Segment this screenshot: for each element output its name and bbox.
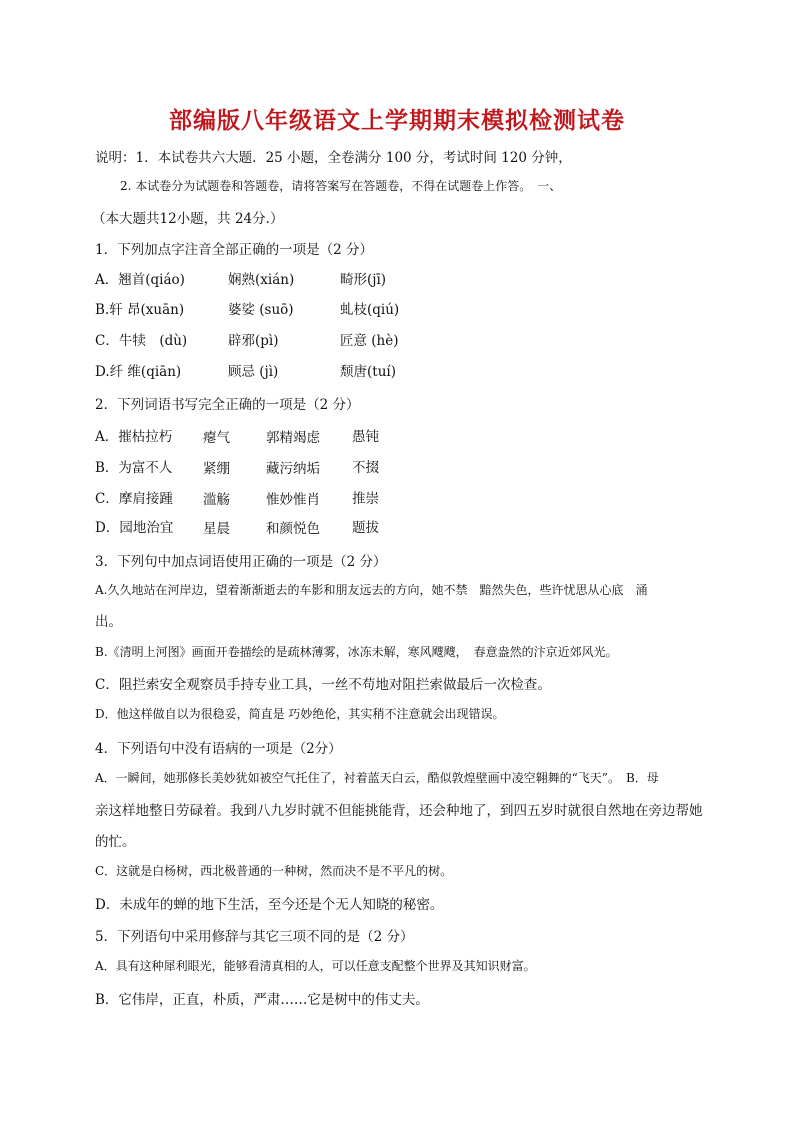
q1-option-c-3: 匠意 (hè) [340,333,399,349]
q2-option-c-2: 滥觞 [203,492,230,508]
section-note: （本大题共12小题，共 24分.） [92,211,284,227]
q4-option-d: D．未成年的蝉的地下生活，至今还是个无人知晓的秘密。 [95,897,444,913]
q2-option-c-4: 推崇 [352,491,379,507]
q4-stem: 4．下列语句中没有语病的一项是（2分） [95,741,342,757]
q4-option-b: 亲这样地整日劳碌着。我到八九岁时就不但能挑能背，还会种地了，到四五岁时就很自然地在旁边帮她 [95,803,703,819]
q2-option-c-3: 惟妙惟肖 [266,492,320,508]
q2-stem: 2．下列词语书写完全正确的一项是（2 分） [95,397,360,413]
q5-stem: 5．下列语句中采用修辞与其它三项不同的是（2 分） [95,929,414,945]
q4-option-b-cont: 的忙。 [95,834,136,850]
q3-option-c: C．阻拦索安全观察员手持专业工具，一丝不苟地对阻拦索做最后一次检查。 [95,677,551,693]
q2-option-d-2: 星晨 [203,521,230,537]
q1-option-b-1: B.轩 昂(xuān) [95,302,185,318]
q5-option-b: B．它伟岸，正直，朴质，严肃……它是树中的伟丈夫。 [95,992,429,1008]
q1-option-a-1: A．翘首(qiáo) [95,272,185,288]
q2-option-b-2: 紧绷 [203,461,230,477]
q2-option-b-1: B．为富不人 [95,460,173,476]
q1-option-a-2: 娴熟(xián) [228,272,295,288]
q3-option-a: A.久久地站在河岸边，望着渐渐逝去的车影和朋友远去的方向，她不禁 黯然失色，些许忧思从心底 涌 [95,583,648,597]
q2-option-b-4: 不掇 [352,460,379,476]
q1-option-b-3: 虬枝(qiú) [340,302,400,318]
q3-stem: 3．下列句中加点词语使用正确的一项是（2 分） [95,554,387,570]
q1-option-b-2: 婆娑 (suō) [228,302,294,318]
q1-option-a-3: 畸形(jī) [340,272,387,288]
q2-option-c-1: C．摩肩接踵 [95,491,173,507]
q4-option-a: A．一瞬间，她那修长美妙犹如被空气托住了，衬着蓝天白云，酷似敦煌壁画中凌空翱舞的“飞天”。 B．母 [95,771,659,785]
q2-option-d-3: 和颜悦色 [266,521,320,537]
q1-option-d-2: 顾忌 (jì) [228,364,279,380]
q1-option-c-1: C．牛犊 (dù) [95,333,188,349]
q3-option-b: B.《清明上河图》画面开卷描绘的是疏林薄雾，冰冻未解，寒风飕飕， 春意盎然的汴京近郊风光。 [95,645,618,659]
q2-option-b-3: 藏污纳垢 [266,461,320,477]
q5-option-a: A．具有这种犀利眼光，能够看清真相的人，可以任意支配整个世界及其知识财富。 [95,959,536,973]
q1-stem: 1．下列加点字注音全部正确的一项是（2 分） [95,242,373,258]
instruction-line-1: 说明：1．本试卷共六大题．25 小题，全卷满分 100 分，考试时间 120 分钟， [95,150,572,166]
q2-option-a-2: 瘪气 [203,430,230,446]
q3-option-d: D．他这样做自以为很稳妥，简直是 巧妙绝伦，其实稍不注意就会出现错误。 [95,707,505,721]
q4-option-c: C．这就是白杨树，西北极普通的一种树，然而决不是不平凡的树。 [95,864,453,878]
q1-option-c-2: 辟邪(pì) [228,333,279,349]
page-title: 部编版八年级语文上学期期末模拟检测试卷 [169,108,625,134]
q1-option-d-1: D.纤 维(qiān) [95,364,182,380]
instruction-line-2: 2. 本试卷分为试题卷和答题卷，请将答案写在答题卷，不得在试题卷上作答。 一、 [120,179,562,193]
q2-option-d-1: D．园地治宜 [95,520,174,536]
q2-option-d-4: 题拔 [352,520,379,536]
q1-option-d-3: 颓唐(tuí) [340,364,396,380]
q2-option-a-4: 愚钝 [352,429,379,445]
q2-option-a-3: 郭精竭虑 [266,430,320,446]
q2-option-a-1: A．摧枯拉朽 [95,429,173,445]
q3-option-a-cont: 出。 [95,614,122,630]
